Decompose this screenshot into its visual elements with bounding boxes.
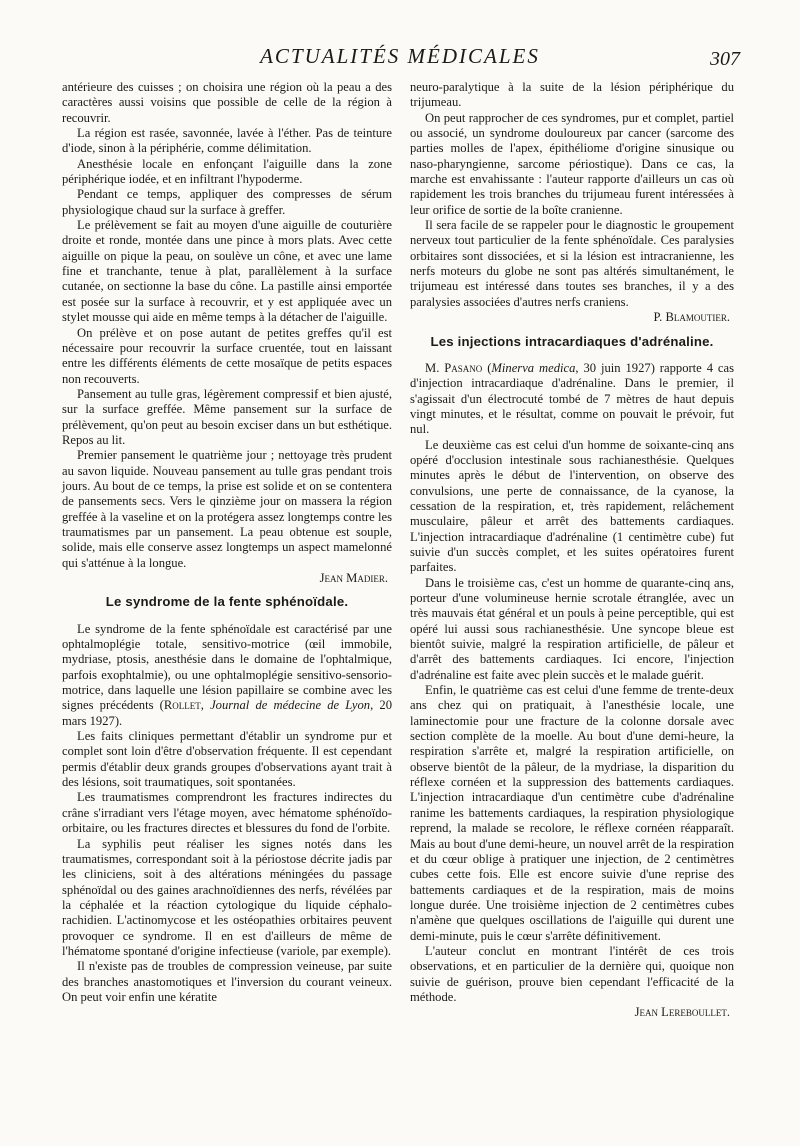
paragraph: Il n'existe pas de troubles de compression veineuse, par suite des branches anastomotiques et l'inversion du courant veineux. On peut voir enfin une kératite [62, 959, 392, 1004]
paragraph: On prélève et on pose autant de petites greffes qu'il est nécessaire pour recouvrir la surface cruentée, tout en laissant entre les différents éléments de cette mosaïque de petits espaces non recouverts. [62, 325, 392, 386]
right-column [410, 80, 734, 1029]
author-signature: P. Blamoutier. [653, 310, 730, 325]
journal-title: Journal de médecine de Lyon [210, 698, 371, 713]
paragraph: Le prélèvement se fait au moyen d'une aiguille de couturière droite et ronde, montée dans une pince à mors plats. Avec cette aiguille on pique la peau, on soulève un cône, et avec une lame fine et tranchante, tenue à plat, parallèlement à la surface cutanée, on sectionne la base du cône. La pastille ainsi emportée est posée sur la surface à recouvrir, et y est appliquée avec un stylet mousse qui aide en même temps à la détacher de l'aiguille. [62, 218, 392, 325]
text-run: , [200, 698, 211, 713]
paragraph: Les faits cliniques permettant d'établir un syndrome pur et complet sont loin d'être d'observation fréquente. Il est cependant permis d'établir deux grands groupes d'observations ayant trait à des lésions, soit traumatiques, soit spontanées. [62, 729, 392, 790]
paragraph: La syphilis peut réaliser les signes notés dans les traumatismes, correspondant soit à la périostose décrite jadis par les cliniciens, soit à des altérations méningées du passage sphénoïdal ou des gaines arachnoïdiennes des nerfs, révélées par la céphalée et la réaction cytologique du liquide céphalo-rachidien. L'actinomycose et les ostéopathies orbitaires peuvent provoquer ce syndrome. Il en est d'ailleurs de même de l'hématome spontané d'origine infectieuse (variole, par exemple). [62, 836, 392, 958]
paragraph: Pansement au tulle gras, légèrement compressif et bien ajusté, sur la surface greffée. Même pansement sur la surface de prélèvement, qu'on peut au besoin exciser dans un but esthétique. Repos au lit. [62, 386, 392, 447]
page-number: 307 [710, 48, 740, 70]
paragraph: Dans le troisième cas, c'est un homme de quarante-cinq ans, porteur d'une volumineuse hernie scrotale étranglée, avec un très mauvais état général et un pouls à peine perceptible, qui est opéré lui aussi sous rachianesthésie. Une syncope bleue est bientôt suivie, malgré la respiration artificielle, de pâleur et d'arrêt des battements cardiaques. Ici encore, l'injection d'adrénaline est faite avec plein succès et le malade guérit. [410, 575, 734, 682]
author-signature: Jean Lereboullet. [634, 1005, 730, 1020]
section-title: Les injections intracardiaques d'adrénaline. [430, 333, 714, 349]
cited-author: Pasano [444, 360, 483, 375]
left-column [62, 80, 392, 1005]
paragraph: La région est rasée, savonnée, lavée à l'éther. Pas de teinture d'iode, sinon à la périphérie, comme délimitation. [62, 126, 392, 156]
cited-author: Rollet [163, 698, 201, 713]
paragraph [62, 622, 392, 729]
paragraph: antérieure des cuisses ; on choisira une région où la peau a des caractères aussi voisins que possible de celle de la région à recouvrir. [62, 80, 392, 125]
paragraph: Anesthésie locale en enfonçant l'aiguille dans la zone périphérique iodée, et en infiltrant l'hypoderme. [62, 156, 392, 187]
paragraph: Le deuxième cas est celui d'un homme de soixante-cinq ans opéré d'occlusion intestinale sous rachianesthésie. Quelques minutes après le début de l'intervention, on observe des convulsions, une perte de connaissance, de la cyanose, la cessation de la respiration, et, très rapidement, relâchement musculaire, pâleur et arrêt des battements cardiaques. L'injection intracardiaque d'adrénaline (1 centimètre cube) fut suivie d'un succès complet, et les suites opératoires furent parfaites. [410, 437, 734, 575]
text-run: , 30 juin 1927) rapporte 4 cas d'injection intracardiaque d'adrénaline. Dans le premier, il s'agissait d'un électrocuté tombé de 7 mètres de haut depuis vingt minutes, et le résultat, comme on pouvait le prévoir, fut nul. [410, 360, 734, 437]
text-run: ( [482, 360, 492, 375]
paragraph: L'auteur conclut en montrant l'intérêt de ces trois observations, et en particulier de la dernière qui, quoique non suivie de guérison, prouve bien cependant l'efficacité de la méthode. [410, 943, 734, 1004]
page-header [0, 44, 800, 74]
running-title: ACTUALITÉS MÉDICALES [260, 44, 540, 68]
paragraph: On peut rapprocher de ces syndromes, pur et complet, partiel ou associé, un syndrome douloureux par cancer (sarcome des parties molles de l'apex, épithéliome d'origine sinusique ou naso-pharyngienne, sarcome périostique). Dans ce cas, la marche est envahissante : l'auteur rapporte d'ailleurs un cas où rapidement les trois branches du trijumeau furent intéressées à leur orifice de sortie de la boîte cranienne. [410, 110, 734, 217]
paragraph: Les traumatismes comprendront les fractures indirectes du crâne s'irradiant vers l'étage moyen, avec hématome sphénoïdo-orbitaire, ou les fractures directes et blessures du fond de l'orbite. [62, 790, 392, 836]
text-run: , 20 mars 1927). [62, 698, 393, 728]
paragraph: Pendant ce temps, appliquer des compresses de sérum physiologique chaud sur la surface à greffer. [62, 187, 392, 217]
section-title: Le syndrome de la fente sphénoïdale. [105, 594, 349, 610]
paragraph: Il sera facile de se rappeler pour le diagnostic le groupement nerveux tout particulier de la fente sphénoïdale. Ces paralysies orbitaires sont dissociées, et si la lésion est intracranienne, les nerfs moteurs du globe ne sont pas altérés simultanément, le trijumeau est intéressé dans toutes ses branches, il y a des paralysies associées d'autres nerfs craniens. [410, 218, 734, 309]
text-run: M. [425, 360, 445, 375]
paragraph [410, 361, 734, 438]
paragraph: neuro-paralytique à la suite de la lésion périphérique du trijumeau. [410, 80, 734, 110]
paragraph: Premier pansement le quatrième jour ; nettoyage très prudent au savon liquide. Nouveau pansement au tulle gras pendant trois jours. Au bout de ce temps, la prise est solide et on se contentera de pansements secs. Vers le qinzième jour on massera la région greffée à la vaseline et on la protégera assez longtemps contre les traumatismes par un pansement. La peau obtenue est souple, solide, mais elle conserve assez longtemps un aspect mamelonné qui s'atténue à la longue. [62, 448, 392, 570]
text-run: Le syndrome de la fente sphénoïdale est caractérisé par une ophtalmoplégie totale, sensitivo-motrice (œil immobile, mydriase, ptosis, anesthésie dans le domaine de l'ophtalmique, parfois exophtalmie), ou une ophtalmoplégie sensitivo-sensorio-motrice, dans laquelle une lésion papillaire se combine avec les signes précédents ( [62, 621, 392, 713]
paragraph: Enfin, le quatrième cas est celui d'une femme de trente-deux ans chez qui on pratiquait, à l'anesthésie locale, une laminectomie pour une fracture de la colonne dorsale avec section complète de la moelle. Au bout d'une demi-heure, la respiration s'arrête et, malgré la respiration artificielle, on observe bientôt de la pâleur, de la mydriase, la disparition du réflexe cornéen et la suppression des battements cardiaques. L'injection intracardiaque d'un centimètre cube d'adrénaline ranime les battements cardiaques, la respiration physiologique reprend, la malade se recolore, le réflexe cornéen réapparaît. Mais au bout d'une demi-heure, un nouvel arrêt de la respiration et du cœur oblige à pratiquer une injection, de 2 centimètres cubes cette fois. Elle est encore suivie d'une reprise des battements cardiaques et de la respiration, mais de moins longue durée. Une troisième injection de 2 centimètres cubes n'amène que quelques oscillations de l'aiguille qui durent une demi-minute, puis le cœur s'arrête définitivement. [410, 683, 734, 943]
journal-title: Minerva medica [491, 360, 576, 375]
author-signature: Jean Madier. [319, 571, 388, 585]
